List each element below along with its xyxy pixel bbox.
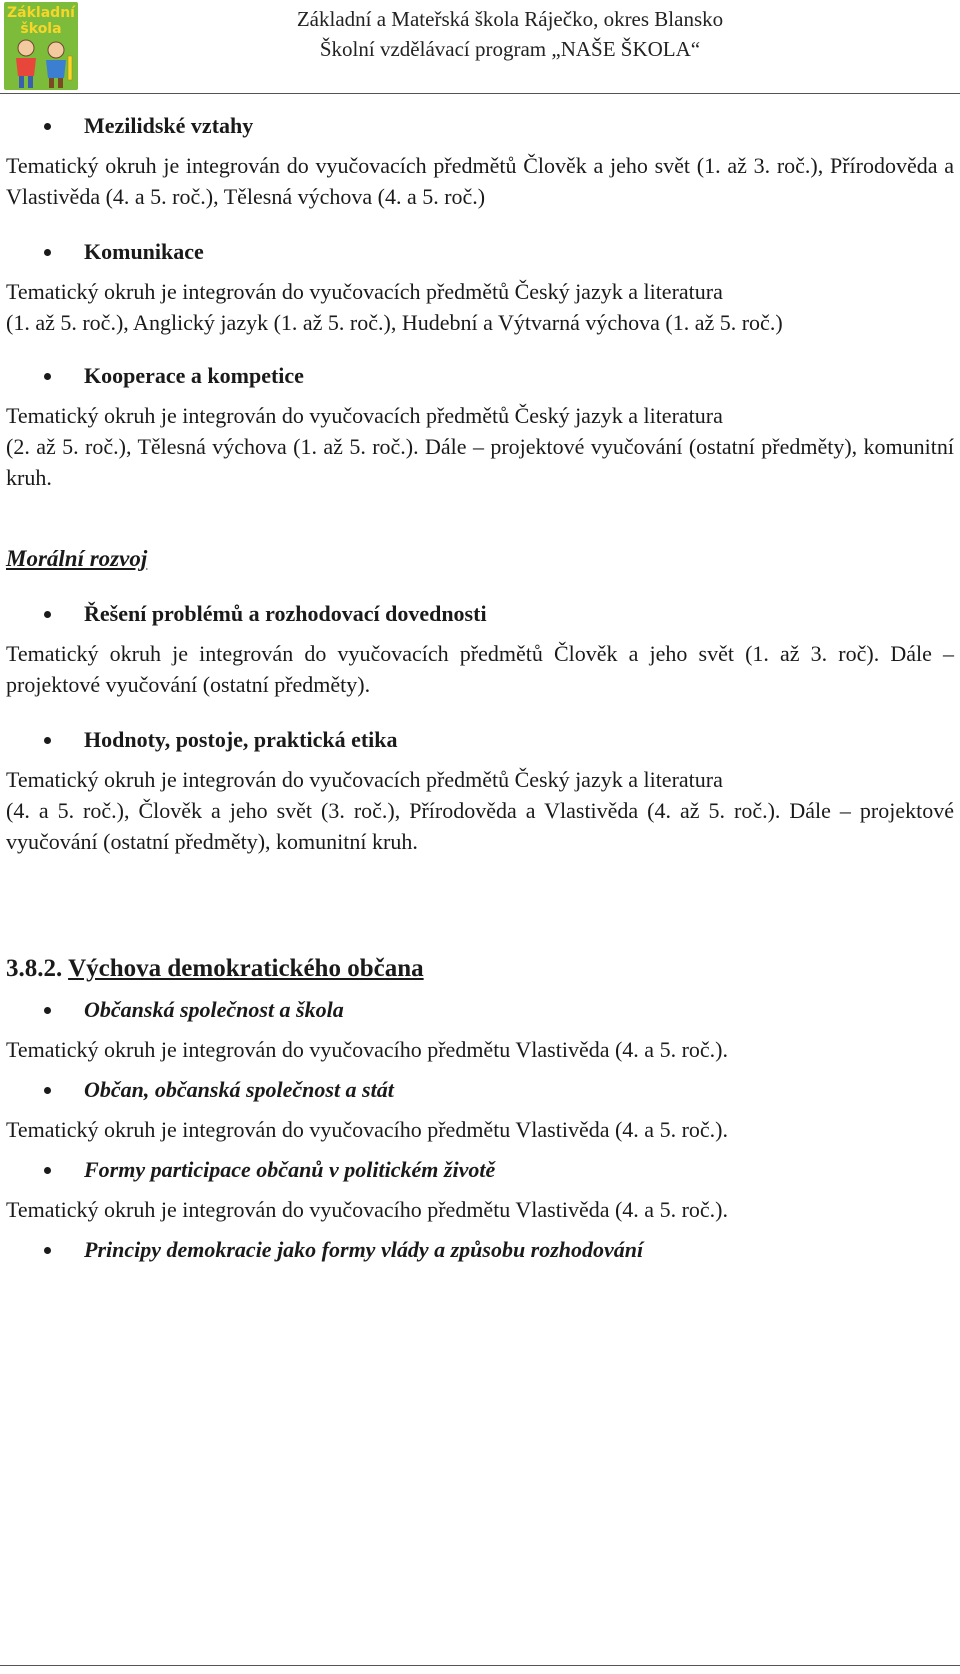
bullet-icon (44, 123, 51, 130)
school-logo (4, 2, 78, 90)
section-heading-moralni-rozvoj: Morální rozvoj (6, 546, 148, 571)
topic-text-komunikace-a: Tematický okruh je integrován do vyučovacích předmětů Český jazyk a literatura (6, 279, 723, 304)
chapter-title: Výchova demokratického občana (68, 955, 424, 982)
footer-divider (0, 1665, 960, 1666)
topic-text-mezilidske-vztahy: Tematický okruh je integrován do vyučovacích předmětů Člověk a jeho svět (1. až 3. roč.), Přírodověda a Vlastivěda (4. a 5. roč.), Tělesná výchova (4. a 5. roč.) (6, 153, 954, 209)
topic-heading-mezilidske-vztahy: Mezilidské vztahy (6, 110, 954, 141)
topic-text-kooperace-a: Tematický okruh je integrován do vyučovacích předmětů Český jazyk a literatura (6, 403, 723, 428)
topic-heading-komunikace: Komunikace (6, 236, 954, 267)
topic-heading-obcan-stat: Občan, občanská společnost a stát (6, 1074, 954, 1105)
topic-text-hodnoty-b: (4. a 5. roč.), Člověk a jeho svět (3. roč.), Přírodověda a Vlastivěda (4. až 5. roč.). Dále – projektové vyučování (ostatní předměty), komunitní kruh. (6, 798, 954, 854)
topic-text-formy-participace: Tematický okruh je integrován do vyučovacího předmětu Vlastivěda (4. a 5. roč.). (6, 1197, 728, 1222)
document-body (6, 110, 954, 1265)
bullet-icon (44, 1007, 51, 1014)
school-name: Základní a Mateřská škola Ráječko, okres Blansko (296, 7, 724, 31)
bullet-icon (44, 249, 51, 256)
program-name: Školní vzdělávací program „NAŠE ŠKOLA“ (319, 37, 701, 61)
chapter-heading (6, 953, 954, 984)
bullet-icon (44, 1247, 51, 1254)
topic-heading-formy-participace: Formy participace občanů v politickém životě (6, 1154, 954, 1185)
bullet-icon (44, 373, 51, 380)
topic-text-obcanska-spolecnost: Tematický okruh je integrován do vyučovacího předmětu Vlastivěda (4. a 5. roč.). (6, 1037, 728, 1062)
topic-text-reseni-problemu: Tematický okruh je integrován do vyučovacích předmětů Člověk a jeho svět (1. až 3. roč). Dále – projektové vyučování (ostatní předměty). (6, 641, 954, 697)
topic-heading-obcanska-spolecnost: Občanská společnost a škola (6, 994, 954, 1025)
chapter-number: 3.8.2. (6, 955, 63, 982)
logo-children-illustration (4, 38, 78, 90)
topic-text-obcan-stat: Tematický okruh je integrován do vyučovacího předmětu Vlastivěda (4. a 5. roč.). (6, 1117, 728, 1142)
topic-text-kooperace-b: (2. až 5. roč.), Tělesná výchova (1. až 5. roč.). Dále – projektové vyučování (ostatní předměty), komunitní kruh. (6, 434, 954, 490)
logo-word-2: škola (20, 21, 62, 37)
header-title (140, 4, 880, 64)
topic-heading-principy-demokracie: Principy demokracie jako formy vlády a způsobu rozhodování (6, 1234, 954, 1265)
header-divider (0, 93, 960, 94)
topic-text-hodnoty-a: Tematický okruh je integrován do vyučovacích předmětů Český jazyk a literatura (6, 767, 723, 792)
bullet-icon (44, 611, 51, 618)
bullet-icon (44, 737, 51, 744)
topic-heading-hodnoty: Hodnoty, postoje, praktická etika (6, 724, 954, 755)
logo-word-1: Základní (7, 5, 75, 21)
bullet-icon (44, 1167, 51, 1174)
topic-heading-reseni-problemu: Řešení problémů a rozhodovací dovednosti (6, 598, 954, 629)
page-header (0, 0, 960, 96)
topic-heading-kooperace: Kooperace a kompetice (6, 360, 954, 391)
bullet-icon (44, 1087, 51, 1094)
topic-text-komunikace-b: (1. až 5. roč.), Anglický jazyk (1. až 5. roč.), Hudební a Výtvarná výchova (1. až 5. roč.) (6, 310, 783, 335)
